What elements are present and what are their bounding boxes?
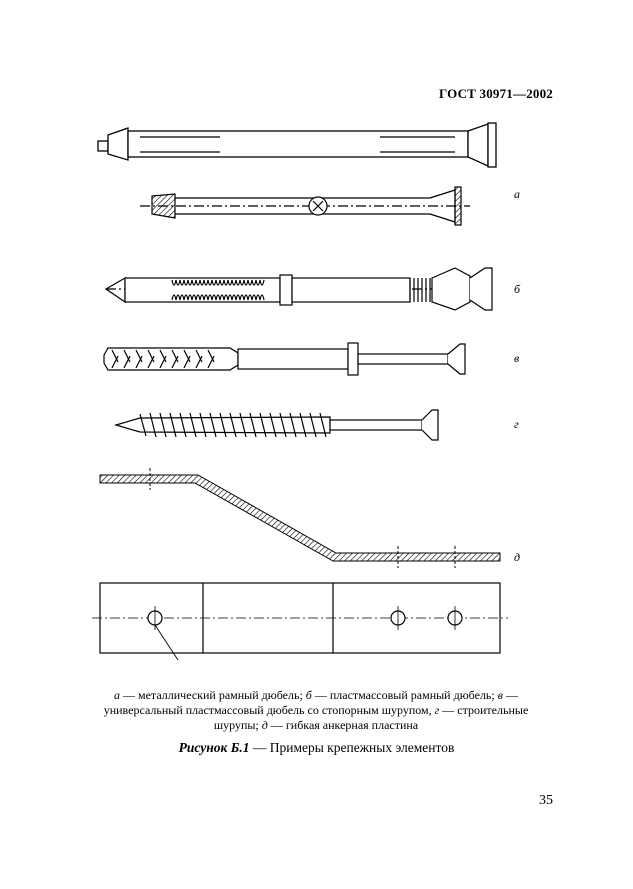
legend-v-text: — универсальный пластмассовый дюбель со стопорным шурупом, — [103, 688, 518, 717]
item-label-a: а — [514, 187, 520, 201]
page-number: 35 — [539, 793, 553, 808]
anchor-plate-profile — [100, 468, 500, 568]
item-label-d: д — [514, 550, 521, 564]
figure-caption-label: Рисунок Б.1 — [178, 740, 250, 755]
universal-plastic-dowel — [104, 343, 465, 375]
figure-caption — [0, 740, 633, 756]
anchor-plate-plan — [92, 583, 508, 660]
metal-frame-dowel-exterior — [98, 123, 496, 167]
legend-v-label: в — [497, 688, 503, 702]
document-standard: ГОСТ 30971—2002 — [438, 86, 553, 101]
legend-a-label: а — [114, 688, 121, 702]
metal-frame-dowel-section — [140, 187, 470, 225]
legend-b-text: — пластмассовый рамный дюбель; — [314, 688, 495, 702]
legend-a-text: — металлический рамный дюбель; — [123, 688, 303, 702]
construction-screw — [116, 410, 438, 440]
plastic-frame-dowel — [106, 268, 492, 310]
figure-legend — [96, 688, 536, 733]
item-label-v: в — [514, 351, 520, 365]
legend-g-text: — строительные шурупы; — [213, 703, 529, 732]
legend-d-text: — гибкая анкерная пластина — [270, 718, 419, 732]
item-label-g: г — [514, 417, 519, 431]
item-label-b: б — [514, 282, 521, 296]
legend-g-label: г — [434, 703, 440, 717]
legend-b-label: б — [305, 688, 312, 702]
figure-caption-text: — Примеры крепежных элементов — [252, 740, 455, 755]
legend-d-label: д — [261, 718, 268, 732]
